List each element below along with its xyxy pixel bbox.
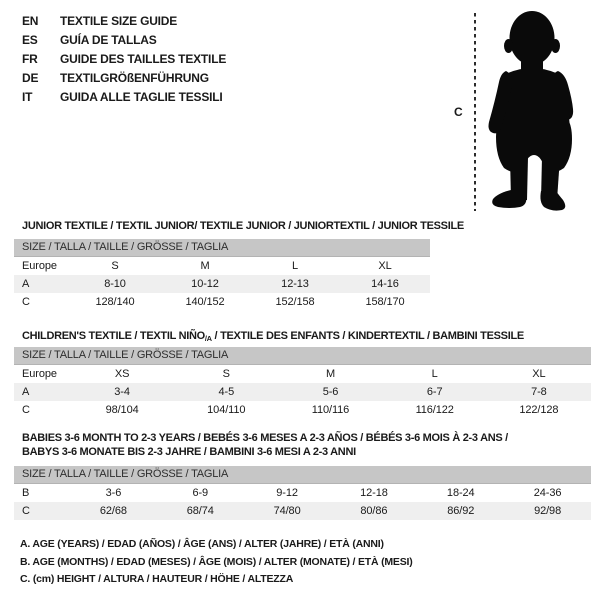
section-title-junior: JUNIOR TEXTILE / TEXTIL JUNIOR/ TEXTILE JUNIOR / JUNIORTEXTIL / JUNIOR TESSILE [22, 220, 464, 233]
title-rest: / TEXTILE DES ENFANTS / KINDERTEXTIL / BAMBINI TESSILE [211, 330, 524, 343]
lang-row-fr [22, 49, 226, 68]
height-cell: 68/74 [186, 505, 214, 517]
age-cell: 4-5 [218, 386, 235, 398]
lang-row-en [22, 11, 226, 30]
months-cell: 12-18 [360, 487, 388, 499]
row-label: C [22, 505, 30, 517]
age-cell: 8-10 [104, 278, 126, 290]
legend-c: C. (cm) HEIGHT / ALTURA / HAUTEUR / HÖHE / ALTEZZA [20, 573, 294, 585]
guide-title: GUÍA DE TALLAS [60, 32, 157, 47]
height-cell: 152/158 [275, 296, 315, 308]
row-label: C [22, 404, 30, 416]
guide-title: TEXTILE SIZE GUIDE [60, 13, 178, 28]
height-cell: 92/98 [534, 505, 562, 517]
row-label: B [22, 487, 30, 499]
height-cell: 140/152 [185, 296, 225, 308]
legend-a: A. AGE (YEARS) / EDAD (AÑOS) / ÂGE (ANS) / ALTER (JAHRE) / ETÀ (ANNI) [20, 538, 384, 550]
lang-code: FR [22, 51, 38, 66]
age-cell: 7-8 [531, 386, 547, 398]
size-cell: L [291, 260, 299, 272]
row-label: Europe [22, 368, 57, 380]
size-header-bar: SIZE / TALLA / TAILLE / GRÖSSE / TAGLIA [14, 466, 591, 484]
table-row-height [14, 401, 591, 419]
children-size-table [14, 347, 591, 419]
section-title-babies [22, 431, 582, 459]
months-cell: 18-24 [446, 487, 475, 499]
language-title-block [22, 11, 226, 106]
junior-size-table [14, 239, 430, 311]
age-cell: 12-13 [281, 278, 309, 290]
size-cell: S [222, 368, 230, 380]
age-cell: 5-6 [322, 386, 339, 398]
size-cell: M [200, 260, 210, 272]
months-cell: 6-9 [192, 487, 209, 499]
height-cell: 122/128 [519, 404, 559, 416]
size-cell: XS [114, 368, 130, 380]
guide-title: GUIDA ALLE TAGLIE TESSILI [60, 89, 223, 104]
height-cell: 80/86 [360, 505, 388, 517]
size-header-bar: SIZE / TALLA / TAILLE / GRÖSSE / TAGLIA [14, 347, 591, 365]
size-cell: S [111, 260, 119, 272]
lang-code: EN [22, 13, 39, 28]
table-row-months [14, 484, 591, 502]
title-line2: BABYS 3-6 MONATE BIS 2-3 JAHRE / BAMBINI 3-6 MESI A 2-3 ANNI [22, 446, 356, 459]
months-cell: 24-36 [533, 487, 562, 499]
table-row-height [14, 293, 430, 311]
months-cell: 9-12 [276, 487, 298, 499]
title-main: CHILDREN'S TEXTILE / TEXTIL NIÑO [22, 330, 205, 343]
table-row-europe [14, 365, 591, 383]
legend [20, 536, 413, 589]
lang-row-es [22, 30, 226, 49]
title-subscript: /A [204, 334, 212, 344]
height-cell: 62/68 [99, 505, 127, 517]
guide-title: TEXTILGRÖßENFÜHRUNG [60, 70, 209, 85]
lang-row-de [22, 68, 226, 87]
height-cell: 104/110 [207, 404, 246, 416]
measure-label-c: C [454, 105, 463, 119]
guide-title: GUIDE DES TAILLES TEXTILE [60, 51, 227, 66]
height-cell: 86/92 [447, 505, 475, 517]
lang-code: DE [22, 70, 39, 85]
size-cell: M [325, 368, 336, 380]
size-header-bar: SIZE / TALLA / TAILLE / GRÖSSE / TAGLIA [14, 239, 430, 257]
row-label: Europe [22, 260, 57, 272]
title-line1: BABIES 3-6 MONTH TO 2-3 YEARS / BEBÉS 3-6 MESES A 2-3 AÑOS / BÉBÉS 3-6 MOIS À 2-3 ANS / [22, 432, 508, 445]
size-cell: L [431, 368, 438, 380]
size-cell: XL [378, 260, 392, 272]
height-cell: 110/116 [311, 404, 350, 416]
age-cell: 10-12 [191, 278, 219, 290]
row-label: C [22, 296, 30, 308]
height-cell: 74/80 [273, 505, 301, 517]
table-row-age [14, 383, 591, 401]
table-row-europe [14, 257, 430, 275]
legend-b: B. AGE (MONTHS) / EDAD (MESES) / ÂGE (MOIS) / ALTER (MONATE) / ETÀ (MESI) [20, 555, 413, 568]
lang-code: IT [22, 89, 33, 104]
age-cell: 6-7 [426, 386, 443, 398]
lang-row-it [22, 87, 226, 106]
size-cell: XL [532, 368, 546, 380]
row-label: A [22, 386, 30, 398]
babies-size-table [14, 466, 591, 520]
height-cell: 116/122 [415, 404, 454, 416]
section-title-children [22, 330, 524, 343]
age-cell: 3-4 [114, 386, 130, 398]
months-cell: 3-6 [105, 487, 122, 499]
height-cell: 98/104 [105, 404, 139, 416]
height-measure-figure [448, 4, 590, 216]
lang-code: ES [22, 32, 38, 47]
table-row-height [14, 502, 591, 520]
toddler-silhouette-icon [448, 4, 590, 216]
table-row-age [14, 275, 430, 293]
age-cell: 14-16 [371, 278, 399, 290]
height-cell: 158/170 [365, 296, 405, 308]
row-label: A [22, 278, 30, 290]
height-cell: 128/140 [95, 296, 135, 308]
